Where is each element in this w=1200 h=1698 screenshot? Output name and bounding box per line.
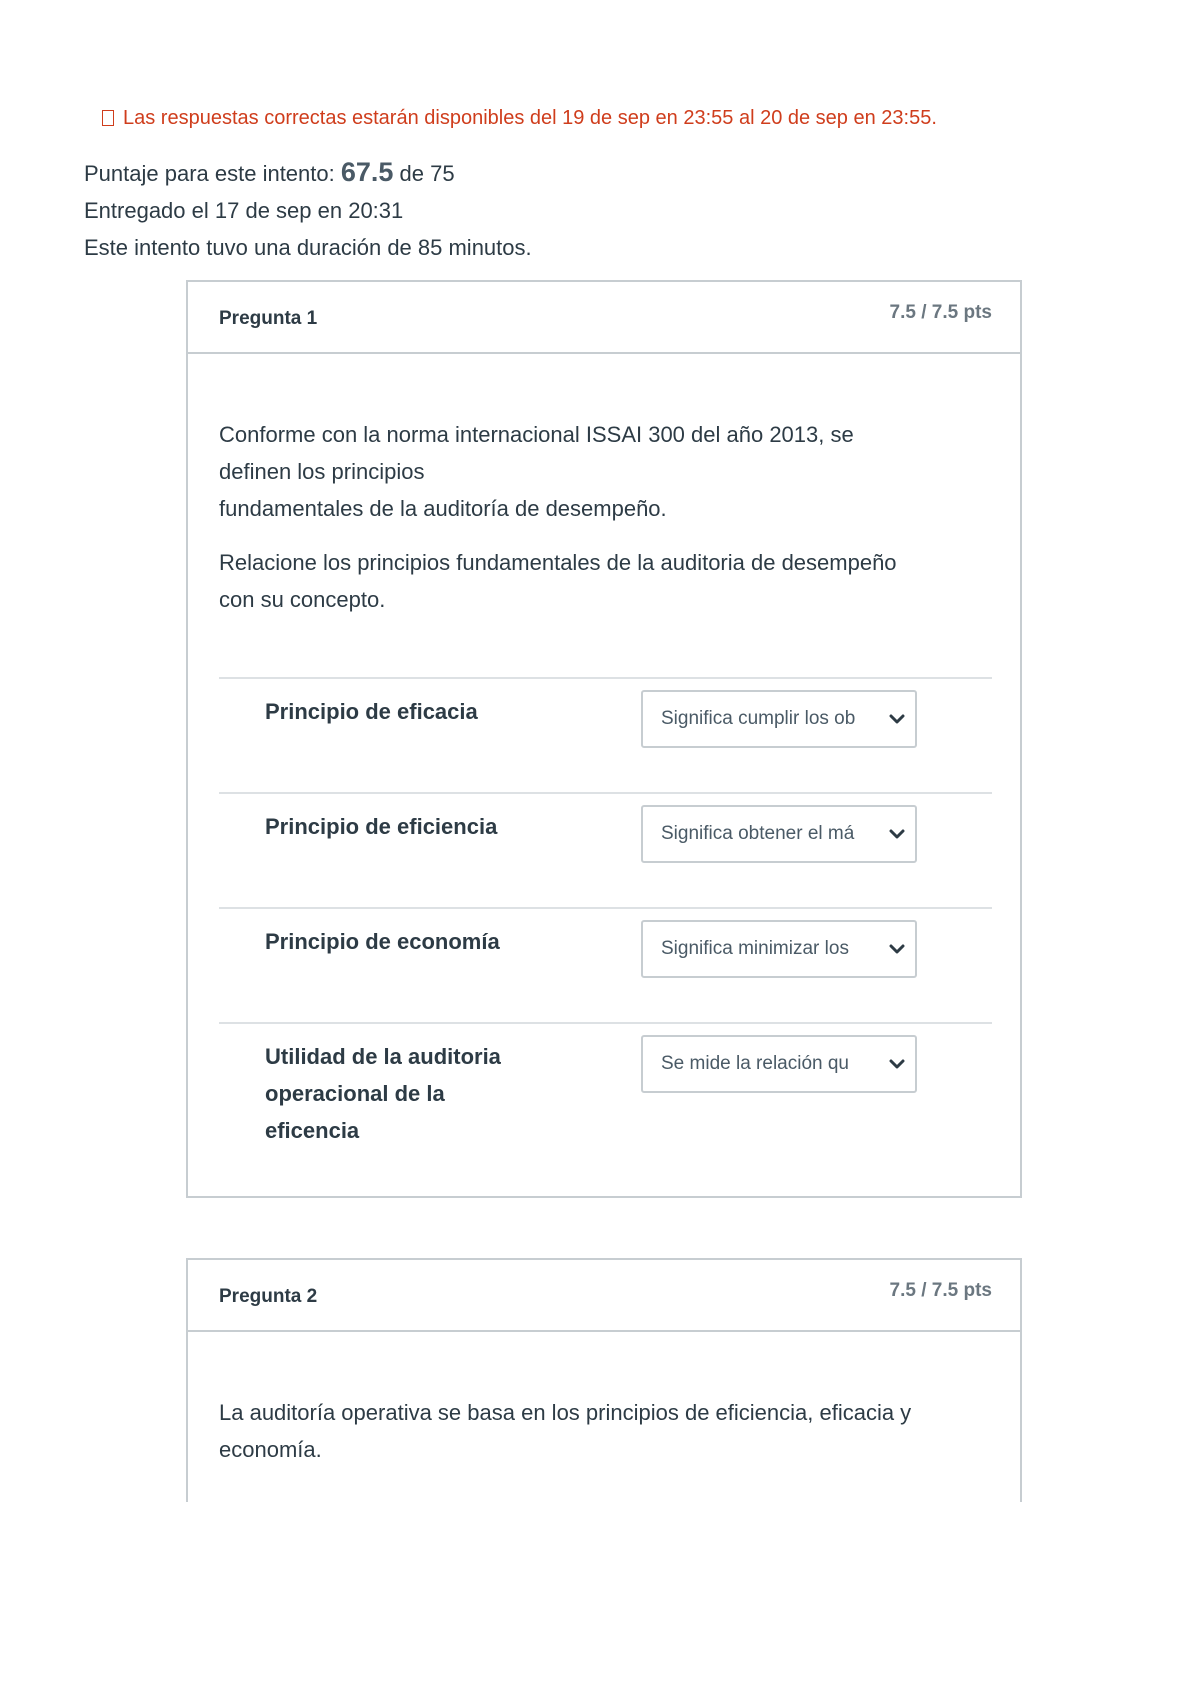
chevron-down-icon [887, 1054, 907, 1074]
score-suffix: de 75 [393, 161, 455, 186]
chevron-down-icon [887, 824, 907, 844]
question-text-line: con su concepto. [219, 587, 386, 612]
question-text-line: fundamentales de la auditoría de desempeño. [219, 496, 667, 521]
question-points: 7.5 / 7.5 pts [889, 302, 992, 323]
question-instruction [219, 544, 992, 618]
score-value: 67.5 [340, 157, 394, 187]
notice-text: Las respuestas correctas estarán disponibles del 19 de sep en 23:55 al 20 de sep en 23:55. [123, 107, 937, 129]
chevron-down-icon [887, 709, 907, 729]
score-prefix: Puntaje para este intento: [84, 161, 341, 186]
match-select-dropdown[interactable] [641, 920, 917, 978]
question-text-line: economía. [219, 1437, 322, 1462]
match-label [265, 1038, 555, 1149]
match-label-line: eficencia [265, 1118, 360, 1143]
selected-option: Significa cumplir los ob [661, 708, 856, 729]
attempt-summary [84, 154, 532, 266]
match-row [219, 677, 992, 792]
match-label: Principio de eficiencia [265, 814, 498, 839]
matching-list [219, 677, 992, 1174]
question-body [188, 1332, 1020, 1468]
question-1-card [186, 280, 1022, 1198]
question-title: Pregunta 2 [219, 1286, 318, 1307]
question-text [219, 1332, 992, 1468]
chevron-down-icon [887, 939, 907, 959]
match-label: Principio de eficacia [265, 699, 478, 724]
match-label-line: Utilidad de la auditoria [265, 1044, 501, 1069]
question-title: Pregunta 1 [219, 308, 318, 329]
warning-icon [102, 110, 114, 126]
match-select-dropdown[interactable] [641, 1035, 917, 1093]
match-row [219, 907, 992, 1022]
question-text-line: Relacione los principios fundamentales de la auditoria de desempeño [219, 550, 897, 575]
question-body [188, 354, 1020, 1174]
question-text-line: definen los principios [219, 459, 425, 484]
question-header [188, 1260, 1020, 1332]
match-label-line: operacional de la [265, 1081, 445, 1106]
answers-availability-notice [102, 104, 937, 132]
match-row [219, 792, 992, 907]
question-2-card [186, 1258, 1022, 1502]
question-text-line: La auditoría operativa se basa en los principios de eficiencia, eficacia y [219, 1400, 912, 1425]
submitted-line: Entregado el 17 de sep en 20:31 [84, 198, 404, 223]
selected-option: Significa minimizar los [661, 938, 849, 959]
selected-option: Significa obtener el má [661, 823, 855, 844]
question-text [219, 354, 992, 527]
match-label: Principio de economía [265, 929, 500, 954]
selected-option: Se mide la relación qu [661, 1053, 849, 1074]
question-text-line: Conforme con la norma internacional ISSAI 300 del año 2013, se [219, 422, 854, 447]
score-line [84, 154, 532, 192]
duration-line: Este intento tuvo una duración de 85 minutos. [84, 235, 532, 260]
question-header [188, 282, 1020, 354]
match-row [219, 1022, 992, 1174]
question-points: 7.5 / 7.5 pts [889, 1280, 992, 1301]
match-select-dropdown[interactable] [641, 805, 917, 863]
match-select-dropdown[interactable] [641, 690, 917, 748]
